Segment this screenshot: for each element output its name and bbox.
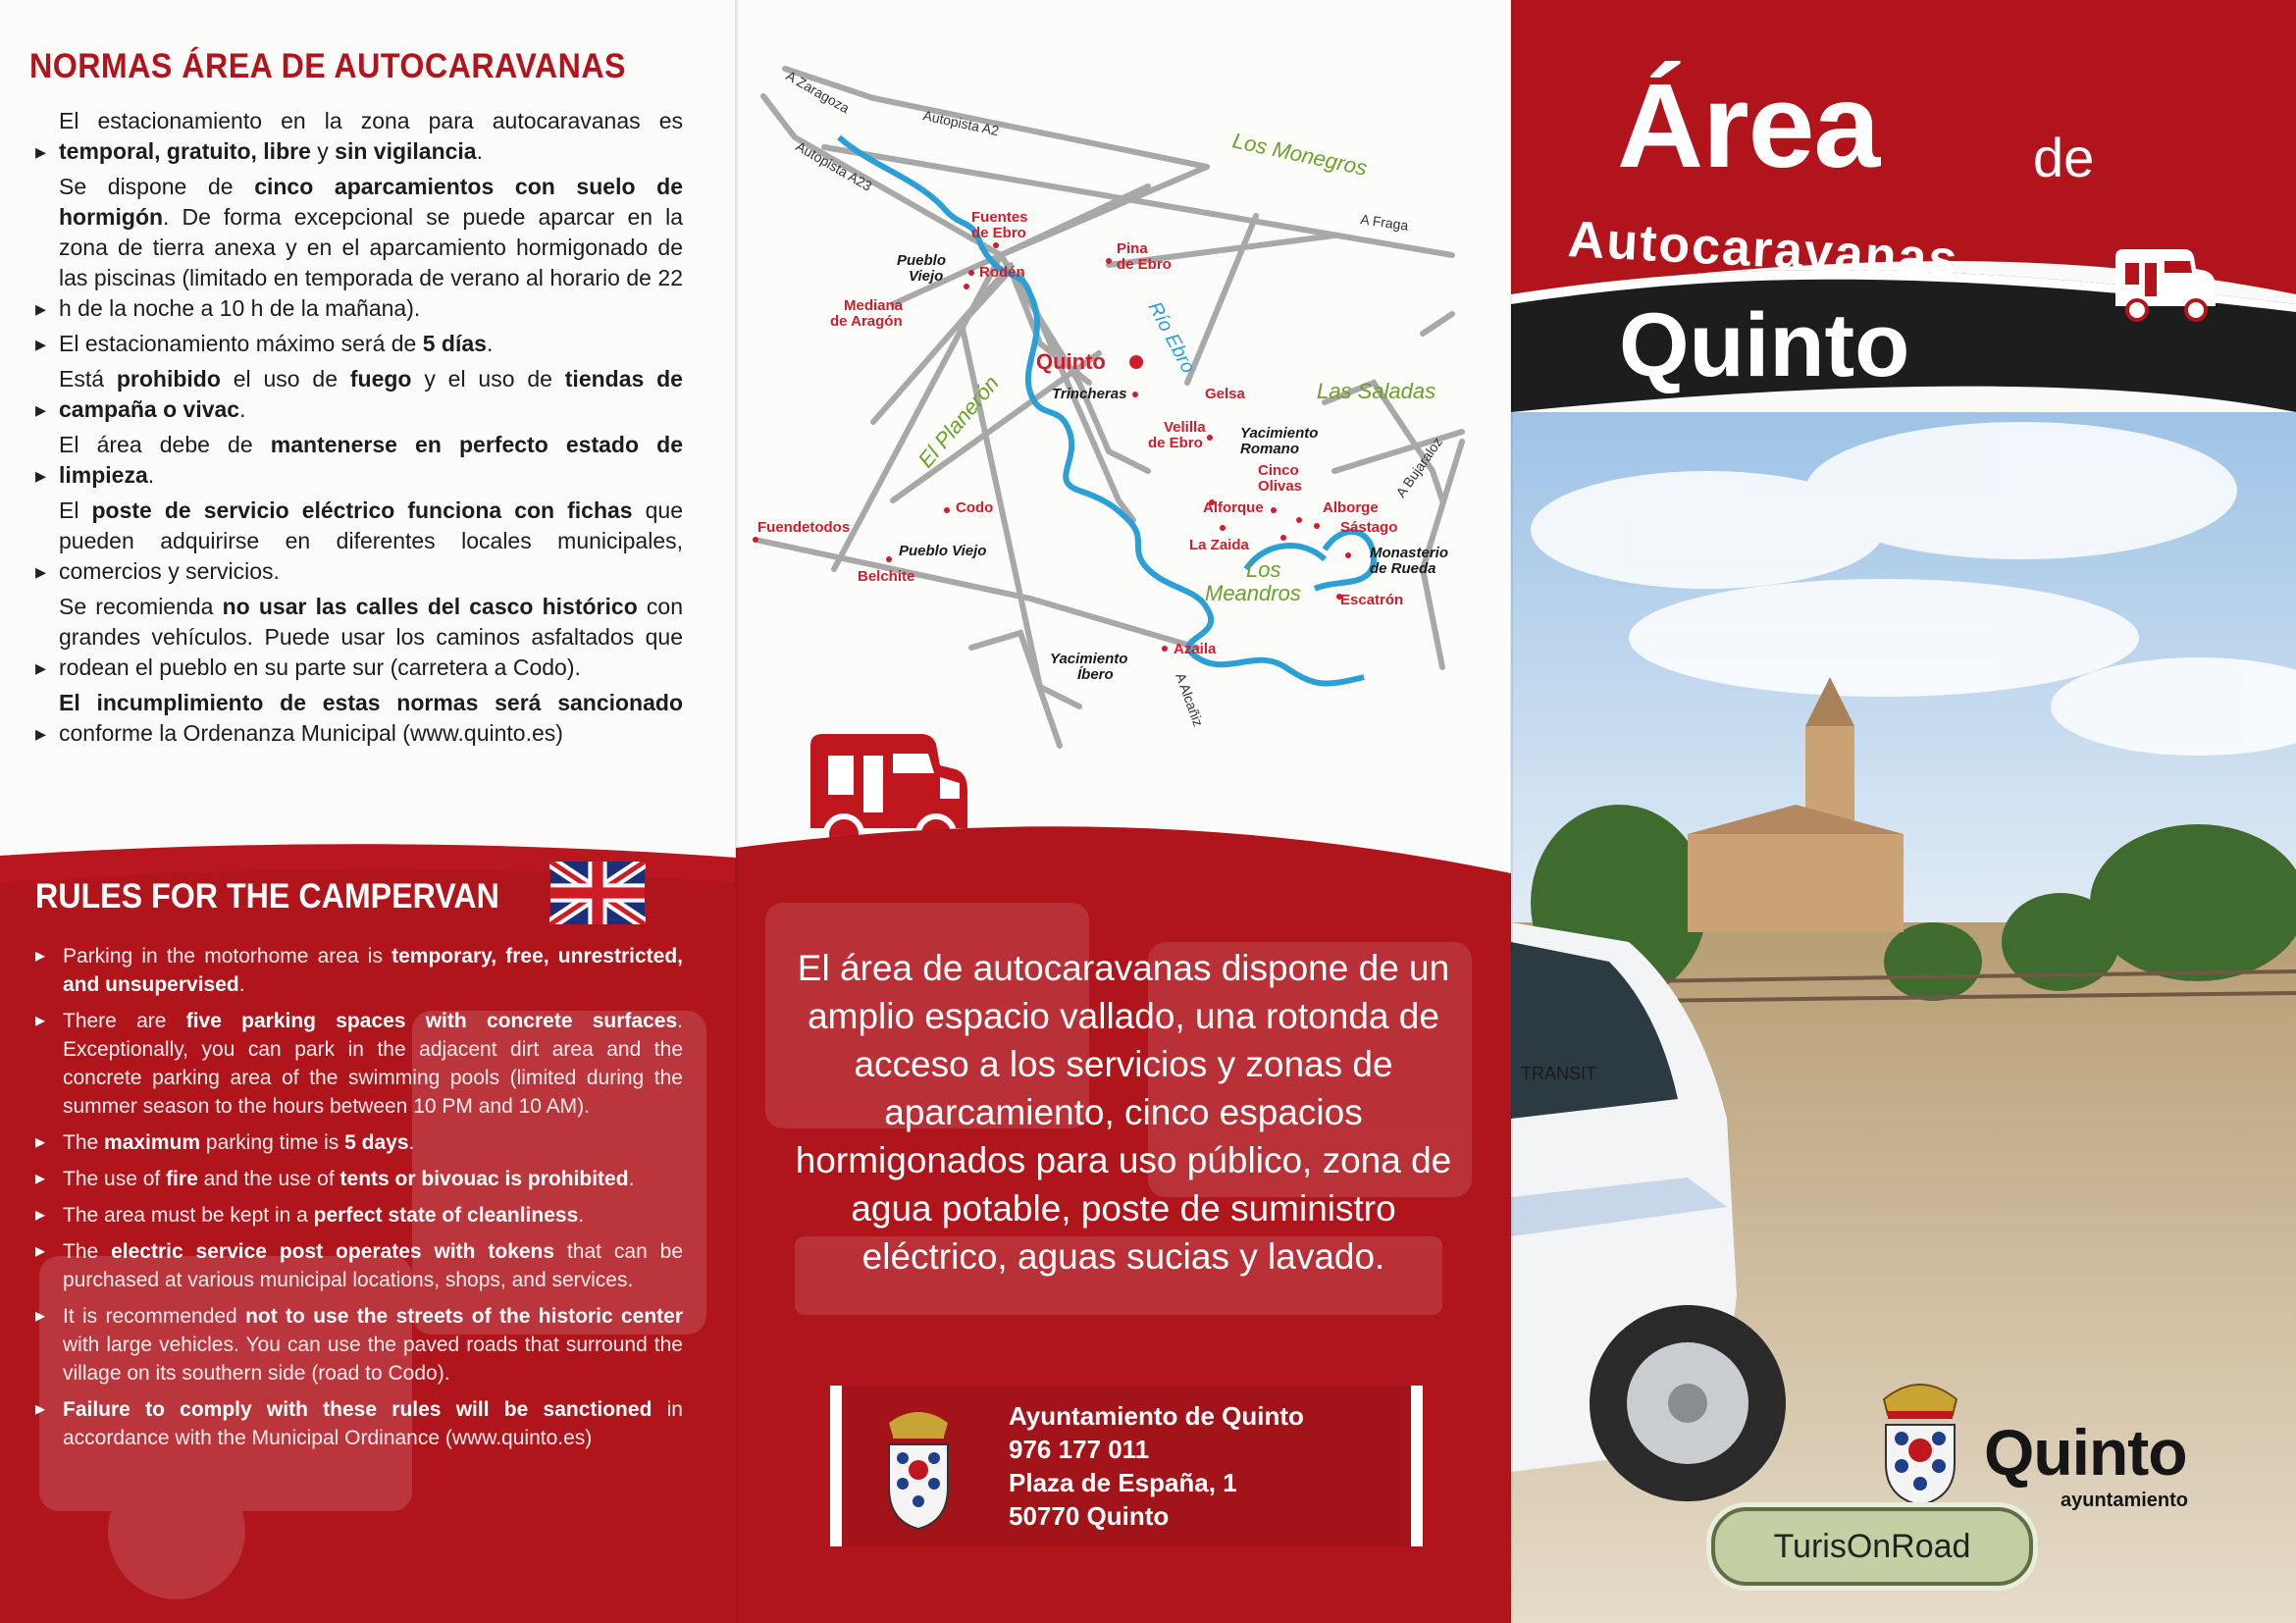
town-azaila: Azaila	[1174, 641, 1217, 657]
road-label-bujaraloz: A Bujaraloz	[1392, 434, 1446, 500]
town-yac-romano-1: Yacimiento	[1240, 425, 1319, 442]
town-pina-2: de Ebro	[1117, 256, 1172, 273]
rule-item	[35, 172, 683, 324]
rule-text: Parking in the motorhome area is	[63, 945, 392, 968]
route-map	[736, 59, 1511, 765]
rule-emphasis: El incumplimiento de estas normas será sancionado	[59, 690, 683, 715]
rule-text: in accordance with the Municipal Ordinance (www.quinto.es)	[63, 1398, 683, 1449]
rule-text: Se recomienda	[59, 594, 223, 619]
town-velilla-2: de Ebro	[1148, 435, 1203, 451]
turisonroad-badge: TurisOnRoad	[1711, 1507, 2033, 1586]
town-escatron: Escatrón	[1340, 592, 1404, 608]
town-pina-1: Pina	[1117, 240, 1148, 257]
rule-emphasis: electric service post operates with tokens	[111, 1240, 555, 1263]
town-sastago: Sástago	[1340, 519, 1398, 536]
cover-title-area: Área	[1617, 59, 1880, 192]
town-pueblo-viejo-1: Pueblo	[897, 252, 947, 269]
logo-ayuntamiento: ayuntamiento	[2061, 1490, 2189, 1511]
rule-text: .	[476, 138, 483, 164]
town-fuentes-2: de Ebro	[971, 225, 1026, 241]
town-mediana-2: de Aragón	[830, 313, 903, 330]
rule-text: El estacionamiento máximo será de	[59, 331, 423, 356]
rule-item	[35, 1237, 683, 1294]
road-label-alcaniz: A Alcañiz	[1173, 670, 1207, 729]
quinto-marker	[1128, 354, 1144, 370]
rule-item	[35, 1302, 683, 1387]
town-codo: Codo	[956, 499, 994, 516]
rule-item	[35, 430, 683, 491]
rule-item	[35, 1165, 683, 1193]
rule-emphasis: 5 days	[344, 1131, 409, 1154]
cover-title-quinto: Quinto	[1619, 295, 1910, 395]
town-yac-ibero-2: Íbero	[1077, 666, 1114, 683]
area-label-meandros-2: Meandros	[1205, 581, 1301, 605]
town-la-zaida: La Zaida	[1189, 537, 1249, 553]
rule-text: .	[239, 396, 246, 422]
rule-text: .	[628, 1168, 635, 1190]
road-label-a2: Autopista A2	[921, 107, 1001, 139]
area-label-monegros: Los Monegros	[1229, 128, 1370, 181]
town-alborge: Alborge	[1323, 499, 1379, 516]
rule-item	[35, 592, 683, 683]
area-label-meandros-1: Los	[1246, 557, 1281, 582]
rule-emphasis: prohibido	[116, 366, 221, 392]
rule-text: The	[63, 1131, 105, 1154]
town-fuendetodos: Fuendetodos	[757, 519, 851, 536]
rule-text: que pueden adquirirse en diferentes locales municipales, comercios y servicios.	[59, 497, 683, 584]
town-belchite: Belchite	[858, 568, 915, 585]
town-velilla-1: Velilla	[1164, 419, 1206, 436]
rule-text: Está	[59, 366, 117, 392]
river-label: Río Ebro	[1143, 298, 1200, 378]
rule-text: . De forma excepcional se puede aparcar en la zona de tierra anexa y en el aparcamiento hormigonado de las piscinas (limitado en temporada de verano al horario de 22 h de la noche a 10 h de la mañana).	[59, 204, 683, 321]
rule-text: .	[408, 1131, 415, 1154]
rule-emphasis: Failure to comply with these rules will be sanctioned	[63, 1398, 652, 1421]
town-quinto: Quinto	[1036, 349, 1106, 374]
rule-text: There are	[63, 1010, 186, 1032]
rule-emphasis: perfect state of cleanliness	[313, 1204, 579, 1227]
rule-item	[35, 364, 683, 425]
road-label-zaragoza: A Zaragoza	[783, 67, 853, 117]
rule-emphasis: maximum	[104, 1131, 201, 1154]
rule-emphasis: no usar las calles del casco histórico	[222, 594, 638, 619]
town-cinco-olivas-2: Olivas	[1258, 478, 1303, 495]
rule-item	[35, 329, 683, 359]
rule-text: The area must be kept in a	[63, 1204, 314, 1227]
road-label-a23: Autopista A23	[793, 137, 875, 194]
town-alforque: Alforque	[1203, 499, 1264, 516]
rule-emphasis: tents or bivouac is prohibited	[339, 1168, 629, 1190]
cover-title-autocaravanas: Autocaravanas	[1566, 211, 1960, 288]
town-yac-ibero-1: Yacimiento	[1050, 651, 1128, 667]
rule-emphasis: five parking spaces with concrete surfaces	[185, 1010, 678, 1032]
motorhome-icon	[2112, 245, 2219, 322]
rule-text: .	[147, 462, 155, 488]
rule-text: El área debe de	[59, 432, 271, 457]
rule-emphasis: 5 días	[422, 331, 487, 356]
town-pueblo-viejo-2: Viejo	[909, 268, 944, 285]
town-fuentes-1: Fuentes	[971, 209, 1028, 226]
town-roden: Rodén	[979, 264, 1025, 281]
rule-item	[35, 942, 683, 999]
rule-text: y	[310, 138, 336, 164]
cover-title-de: de	[2033, 127, 2095, 188]
rule-emphasis: cinco aparcamientos con suelo de hormigón	[59, 174, 683, 230]
fold-line	[735, 0, 738, 1623]
contact-address: Plaza de España, 1	[1009, 1468, 1237, 1497]
area-label-planeron: El Planerón	[913, 371, 1004, 473]
rule-emphasis: fuego	[349, 366, 412, 392]
rule-emphasis: poste de servicio eléctrico funciona con fichas	[91, 497, 633, 523]
cover-panel	[1511, 0, 2296, 1623]
area-label-saladas: Las Saladas	[1317, 379, 1436, 403]
logo-quinto: Quinto	[1984, 1416, 2187, 1489]
map-panel	[736, 0, 1511, 1623]
rule-text: with large vehicles. You can use the paved roads that surround the village on its southern side (road to Codo).	[63, 1334, 683, 1385]
contact-phone: 976 177 011	[1009, 1435, 1150, 1464]
rule-text: and the use of	[197, 1168, 340, 1190]
road-label-fraga: A Fraga	[1359, 211, 1410, 234]
rule-text: con grandes vehículos. Puede usar los caminos asfaltados que rodean el pueblo en su parte sur (carretera a Codo).	[59, 594, 683, 680]
coat-of-arms-icon	[1876, 1370, 1964, 1507]
contact-city: 50770 Quinto	[1009, 1501, 1170, 1531]
uk-flag-icon	[549, 862, 646, 924]
rule-text: El	[59, 497, 92, 523]
coat-of-arms-icon	[879, 1399, 958, 1533]
rule-emphasis: mantenerse en perfecto estado de limpieza	[59, 432, 683, 488]
rules-heading-es: NORMAS ÁREA DE AUTOCARAVANAS	[29, 47, 627, 85]
rule-text: el uso de	[220, 366, 350, 392]
rules-list-en	[35, 942, 683, 1460]
fold-line	[1510, 0, 1513, 1623]
rule-emphasis: not to use the streets of the historic center	[245, 1305, 683, 1328]
town-cinco-olivas-1: Cinco	[1258, 462, 1299, 479]
rule-item	[35, 106, 683, 167]
rule-emphasis: tiendas de campaña o vivac	[59, 366, 683, 422]
rule-item	[35, 1128, 683, 1157]
rule-emphasis: sin vigilancia	[335, 138, 477, 164]
town-trincheras: Trincheras	[1052, 386, 1127, 402]
rule-item	[35, 1007, 683, 1121]
van-badge-text: TRANSIT	[1521, 1064, 1597, 1083]
rule-text: . Exceptionally, you can park in the adjacent dirt area and the concrete parking area of the swimming pools (limited during the summer season to the hours between 10 PM and 10 AM).	[63, 1010, 683, 1118]
rules-heading-en: RULES FOR THE CAMPERVAN	[35, 877, 499, 916]
rule-text: .	[486, 331, 494, 356]
rule-text: The use of	[63, 1168, 167, 1190]
rule-item	[35, 1395, 683, 1452]
rule-text: .	[578, 1204, 585, 1227]
town-monasterio-2: de Rueda	[1370, 560, 1436, 577]
rule-item	[35, 688, 683, 749]
rule-text: conforme la Ordenanza Municipal (www.quinto.es)	[59, 720, 563, 746]
rules-panel	[0, 0, 736, 1623]
rule-text: The	[63, 1240, 112, 1263]
rule-item	[35, 496, 683, 587]
rule-emphasis: fire	[166, 1168, 198, 1190]
contact-name: Ayuntamiento de Quinto	[1009, 1401, 1304, 1431]
town-mediana-1: Mediana	[844, 297, 904, 314]
rule-emphasis: temporary, free, unrestricted, and unsupervised	[63, 945, 683, 996]
rule-emphasis: temporal, gratuito, libre	[59, 138, 311, 164]
rule-text: It is recommended	[63, 1305, 246, 1328]
rule-text: El estacionamiento en la zona para autocaravanas es	[59, 108, 683, 133]
rule-text: that can be purchased at various municipal locations, shops, and services.	[63, 1240, 684, 1291]
rule-text: y el uso de	[411, 366, 565, 392]
rules-list-es	[35, 106, 683, 754]
town-pueblo-viejo-b: Pueblo Viejo	[899, 543, 987, 559]
rule-item	[35, 1201, 683, 1230]
rule-text: .	[238, 973, 245, 996]
town-yac-romano-2: Romano	[1240, 441, 1299, 457]
area-description: El área de autocaravanas dispone de un amplio espacio vallado, una rotonda de acceso a los servicios y zonas de aparcamiento, cinco espacios hormigonados para uso público, zona de agua potable, poste de suministro eléctrico, aguas sucias y lavado.	[795, 948, 1452, 1277]
town-monasterio-1: Monasterio	[1370, 545, 1449, 561]
contact-box	[830, 1386, 1423, 1546]
rule-text: Se dispone de	[59, 174, 255, 199]
rule-text: parking time is	[200, 1131, 345, 1154]
town-gelsa: Gelsa	[1205, 386, 1245, 402]
